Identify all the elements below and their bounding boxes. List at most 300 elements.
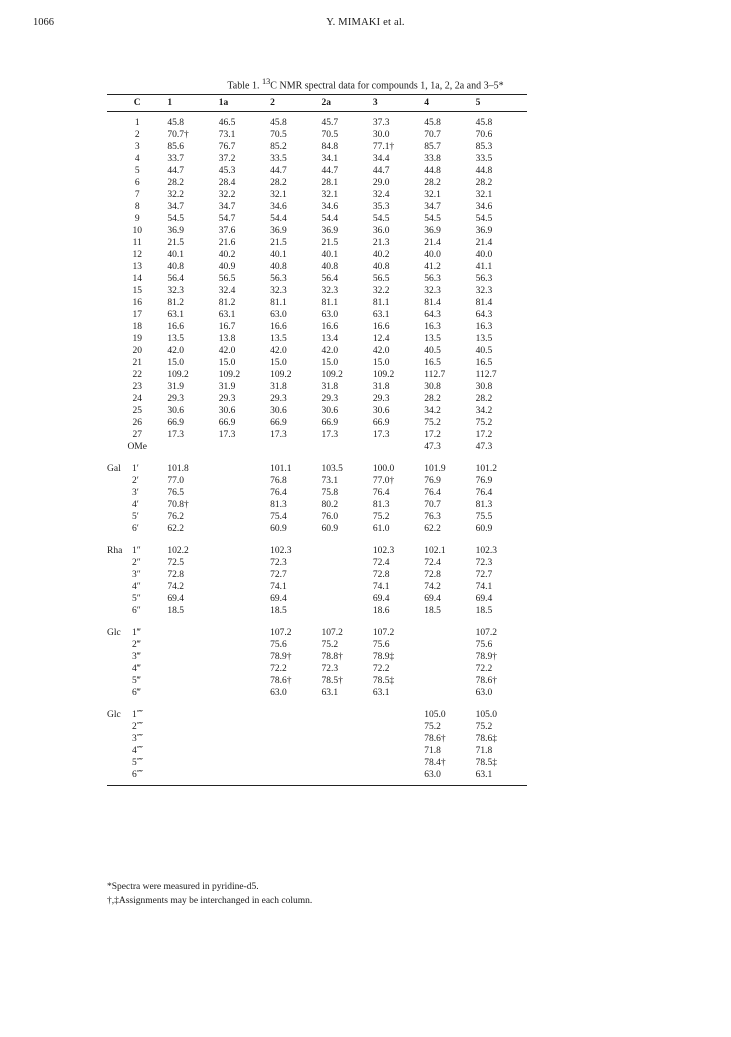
cell-value: 77.1† bbox=[372, 142, 395, 152]
cell-value bbox=[322, 557, 373, 569]
table-row bbox=[107, 441, 527, 453]
table-row bbox=[107, 381, 527, 393]
cell-value bbox=[322, 709, 373, 721]
carbon-label: 23 bbox=[132, 382, 142, 392]
cell-value: 28.2 bbox=[424, 394, 441, 404]
cell-value: 54.7 bbox=[218, 214, 236, 224]
cell-value: 76.5 bbox=[167, 488, 185, 498]
sugar-label bbox=[107, 463, 167, 475]
header-compound-4: 4 bbox=[424, 95, 475, 112]
sugar-label bbox=[107, 745, 167, 757]
cell-value: 54.4 bbox=[321, 214, 339, 224]
cell-value: 34.7 bbox=[218, 202, 236, 212]
cell-value bbox=[167, 733, 218, 745]
cell-value: 75.8 bbox=[321, 488, 339, 498]
sugar-label bbox=[107, 487, 167, 499]
caption-prefix: Table 1. bbox=[227, 80, 262, 92]
cell-value: 76.2 bbox=[167, 512, 185, 522]
cell-value bbox=[167, 651, 218, 663]
sugar-label bbox=[107, 475, 167, 487]
cell-value bbox=[167, 757, 218, 769]
carbon-label: 25 bbox=[132, 406, 142, 416]
cell-value: 85.6 bbox=[167, 142, 185, 152]
cell-value: 36.9 bbox=[321, 226, 339, 236]
sugar-position: 6⁗ bbox=[132, 770, 144, 780]
table-row bbox=[107, 499, 527, 511]
table-row bbox=[107, 273, 527, 285]
carbon-label: 2 bbox=[134, 130, 140, 140]
table-row bbox=[107, 687, 527, 699]
cell-value: 17.3 bbox=[270, 430, 287, 440]
cell-value: 76.3 bbox=[424, 512, 441, 522]
carbon-label: 15 bbox=[132, 286, 142, 296]
cell-value: 16.3 bbox=[424, 322, 441, 332]
cell-value: 69.4 bbox=[167, 594, 185, 604]
cell-value bbox=[373, 733, 424, 745]
cell-value: 33.5 bbox=[270, 154, 287, 164]
cell-value: 72.7 bbox=[270, 570, 287, 580]
cell-value: 78.5‡ bbox=[372, 676, 395, 686]
cell-value: 63.1 bbox=[218, 310, 236, 320]
sugar-label bbox=[107, 511, 167, 523]
sugar-position: 2′ bbox=[132, 476, 139, 486]
cell-value: 40.2 bbox=[218, 250, 236, 260]
cell-value: 28.4 bbox=[218, 178, 236, 188]
cell-value: 73.1 bbox=[321, 476, 339, 486]
cell-value: 63.1 bbox=[321, 688, 339, 698]
sugar-position: 3″ bbox=[132, 570, 141, 580]
cell-value bbox=[167, 709, 218, 721]
sugar-position: 3⁗ bbox=[132, 734, 144, 744]
cell-value: 18.5 bbox=[167, 606, 185, 616]
sugar-position: 4″ bbox=[132, 582, 141, 592]
cell-value: 74.1 bbox=[475, 582, 493, 592]
cell-value: 85.3 bbox=[475, 142, 493, 152]
sugar-name: Rha bbox=[107, 546, 123, 556]
table-row bbox=[107, 487, 527, 499]
table-row bbox=[107, 405, 527, 417]
cell-value: 21.3 bbox=[372, 238, 390, 248]
cell-value: 17.3 bbox=[218, 430, 236, 440]
sugar-position: 2″ bbox=[132, 558, 141, 568]
cell-value: 21.6 bbox=[218, 238, 236, 248]
carbon-label: OMe bbox=[127, 442, 147, 452]
cell-value bbox=[167, 675, 218, 687]
cell-value: 17.3 bbox=[372, 430, 390, 440]
carbon-label: 18 bbox=[132, 322, 142, 332]
cell-value: 77.0 bbox=[167, 476, 185, 486]
cell-value: 32.2 bbox=[218, 190, 236, 200]
cell-value bbox=[424, 627, 475, 639]
cell-value: 72.5 bbox=[167, 558, 185, 568]
cell-value: 37.3 bbox=[372, 118, 390, 128]
cell-value: 85.7 bbox=[424, 142, 441, 152]
sugar-label bbox=[107, 651, 167, 663]
cell-value: 30.8 bbox=[424, 382, 441, 392]
table-row bbox=[107, 333, 527, 345]
table-row bbox=[107, 557, 527, 569]
sugar-label bbox=[107, 733, 167, 745]
cell-value bbox=[322, 721, 373, 733]
cell-value: 16.6 bbox=[167, 322, 185, 332]
cell-value: 71.8 bbox=[424, 746, 441, 756]
cell-value: 15.0 bbox=[372, 358, 390, 368]
cell-value: 60.9 bbox=[475, 524, 493, 534]
carbon-label: 14 bbox=[132, 274, 142, 284]
sugar-name: Glc bbox=[107, 628, 121, 638]
cell-value: 13.5 bbox=[424, 334, 441, 344]
cell-value: 15.0 bbox=[321, 358, 339, 368]
cell-value: 15.0 bbox=[270, 358, 287, 368]
cell-value: 13.5 bbox=[270, 334, 287, 344]
cell-value: 28.2 bbox=[475, 394, 493, 404]
cell-value bbox=[219, 769, 270, 786]
cell-value bbox=[270, 709, 321, 721]
cell-value bbox=[322, 757, 373, 769]
cell-value: 44.8 bbox=[475, 166, 493, 176]
carbon-label: 7 bbox=[134, 190, 140, 200]
cell-value: 40.8 bbox=[270, 262, 287, 272]
cell-value: 76.8 bbox=[270, 476, 287, 486]
sugar-label bbox=[107, 557, 167, 569]
cell-value: 63.1 bbox=[372, 310, 390, 320]
cell-value: 69.4 bbox=[424, 594, 441, 604]
carbon-label: 10 bbox=[132, 226, 142, 236]
table-row bbox=[107, 605, 527, 617]
cell-value: 15.0 bbox=[218, 358, 236, 368]
cell-value: 42.0 bbox=[218, 346, 236, 356]
cell-value: 102.3 bbox=[270, 546, 292, 556]
cell-value: 64.3 bbox=[475, 310, 493, 320]
caption-text: C NMR spectral data for compounds 1, 1a, 2, 2a and 3–5* bbox=[270, 80, 504, 92]
cell-value: 101.2 bbox=[475, 464, 497, 474]
cell-value: 28.2 bbox=[475, 178, 493, 188]
running-head: Y. MIMAKI et al. bbox=[326, 17, 405, 28]
cell-value: 70.7 bbox=[424, 500, 441, 510]
carbon-label: 19 bbox=[132, 334, 142, 344]
carbon-label: 26 bbox=[132, 418, 142, 428]
cell-value bbox=[167, 769, 218, 786]
table-row bbox=[107, 225, 527, 237]
cell-value: 72.4 bbox=[372, 558, 390, 568]
cell-value: 21.5 bbox=[167, 238, 185, 248]
cell-value: 47.3 bbox=[424, 442, 441, 452]
table-header-row bbox=[107, 95, 527, 112]
footnote-solvent: *Spectra were measured in pyridine-d5. bbox=[107, 882, 259, 892]
cell-value: 109.2 bbox=[321, 370, 343, 380]
carbon-label: 11 bbox=[132, 238, 142, 248]
cell-value: 107.2 bbox=[270, 628, 292, 638]
cell-value: 63.1 bbox=[167, 310, 185, 320]
cell-value: 34.7 bbox=[424, 202, 441, 212]
cell-value: 40.1 bbox=[321, 250, 339, 260]
table-row bbox=[107, 757, 527, 769]
cell-value bbox=[270, 745, 321, 757]
cell-value bbox=[167, 441, 218, 453]
cell-value bbox=[167, 663, 218, 675]
table-row bbox=[107, 165, 527, 177]
cell-value bbox=[219, 441, 270, 453]
sugar-label bbox=[107, 721, 167, 733]
cell-value: 16.7 bbox=[218, 322, 236, 332]
table-row bbox=[107, 369, 527, 381]
table-row bbox=[107, 321, 527, 333]
table-caption bbox=[0, 77, 731, 91]
cell-value: 75.6 bbox=[270, 640, 287, 650]
cell-value: 100.0 bbox=[372, 464, 395, 474]
cell-value: 72.2 bbox=[475, 664, 493, 674]
cell-value: 34.6 bbox=[475, 202, 493, 212]
carbon-label: 5 bbox=[134, 166, 140, 176]
cell-value: 40.0 bbox=[424, 250, 441, 260]
sugar-position: 6′ bbox=[132, 524, 139, 534]
cell-value bbox=[424, 639, 475, 651]
spacer-cell bbox=[107, 699, 527, 709]
cell-value bbox=[373, 441, 424, 453]
cell-value: 75.2 bbox=[321, 640, 339, 650]
cell-value: 28.1 bbox=[321, 178, 339, 188]
spacer-cell bbox=[107, 617, 527, 627]
cell-value: 74.2 bbox=[167, 582, 185, 592]
cell-value bbox=[219, 627, 270, 639]
sugar-position: 4‴ bbox=[132, 664, 141, 674]
spacer-cell bbox=[107, 453, 527, 463]
table-row bbox=[107, 593, 527, 605]
cell-value: 16.6 bbox=[270, 322, 287, 332]
cell-value: 21.4 bbox=[424, 238, 441, 248]
sugar-label bbox=[107, 523, 167, 535]
cell-value: 32.3 bbox=[270, 286, 287, 296]
cell-value: 102.1 bbox=[424, 546, 446, 556]
cell-value: 81.2 bbox=[167, 298, 185, 308]
cell-value: 69.4 bbox=[475, 594, 493, 604]
cell-value: 44.8 bbox=[424, 166, 441, 176]
cell-value: 12.4 bbox=[372, 334, 390, 344]
cell-value: 32.1 bbox=[475, 190, 493, 200]
sugar-label bbox=[107, 757, 167, 769]
cell-value: 78.8† bbox=[321, 652, 343, 662]
cell-value bbox=[322, 441, 373, 453]
sugar-name: Gal bbox=[107, 464, 121, 474]
cell-value: 40.5 bbox=[424, 346, 441, 356]
cell-value: 42.0 bbox=[372, 346, 390, 356]
table-row bbox=[107, 639, 527, 651]
table-row bbox=[107, 249, 527, 261]
cell-value: 107.2 bbox=[372, 628, 395, 638]
cell-value: 74.2 bbox=[424, 582, 441, 592]
cell-value: 63.0 bbox=[270, 310, 287, 320]
table-row bbox=[107, 569, 527, 581]
cell-value bbox=[219, 487, 270, 499]
cell-value: 44.7 bbox=[167, 166, 185, 176]
cell-value: 44.7 bbox=[321, 166, 339, 176]
cell-value: 75.4 bbox=[270, 512, 287, 522]
cell-value: 72.8 bbox=[372, 570, 390, 580]
cell-value: 81.2 bbox=[218, 298, 236, 308]
cell-value: 77.0† bbox=[372, 476, 395, 486]
cell-value bbox=[219, 523, 270, 535]
cell-value: 78.5‡ bbox=[475, 758, 497, 768]
cell-value bbox=[219, 605, 270, 617]
cell-value bbox=[219, 675, 270, 687]
cell-value: 17.3 bbox=[167, 430, 185, 440]
cell-value: 70.7† bbox=[167, 130, 189, 140]
cell-value: 31.8 bbox=[321, 382, 339, 392]
cell-value: 31.8 bbox=[372, 382, 390, 392]
sugar-label bbox=[107, 581, 167, 593]
cell-value: 30.8 bbox=[475, 382, 493, 392]
sugar-label bbox=[107, 569, 167, 581]
cell-value bbox=[167, 627, 218, 639]
cell-value: 13.8 bbox=[218, 334, 236, 344]
cell-value: 54.4 bbox=[270, 214, 287, 224]
carbon-label: 1 bbox=[134, 118, 140, 128]
cell-value bbox=[167, 745, 218, 757]
cell-value: 66.9 bbox=[218, 418, 236, 428]
cell-value bbox=[219, 557, 270, 569]
table-row bbox=[107, 733, 527, 745]
cell-value: 40.5 bbox=[475, 346, 493, 356]
cell-value: 56.3 bbox=[424, 274, 441, 284]
sugar-position: 6‴ bbox=[132, 688, 141, 698]
cell-value: 30.6 bbox=[218, 406, 236, 416]
cell-value: 112.7 bbox=[475, 370, 497, 380]
cell-value: 70.8† bbox=[167, 500, 189, 510]
sugar-label bbox=[107, 627, 167, 639]
cell-value bbox=[424, 675, 475, 687]
table-row bbox=[107, 545, 527, 557]
table-row bbox=[107, 357, 527, 369]
cell-value: 29.3 bbox=[218, 394, 236, 404]
carbon-label: 9 bbox=[134, 214, 140, 224]
cell-value bbox=[219, 745, 270, 757]
cell-value: 33.5 bbox=[475, 154, 493, 164]
cell-value: 29.0 bbox=[372, 178, 390, 188]
cell-value: 37.2 bbox=[218, 154, 236, 164]
sugar-position: 1′ bbox=[132, 464, 139, 474]
group-spacer bbox=[107, 535, 527, 545]
header-compound-2a: 2a bbox=[322, 95, 373, 112]
cell-value: 81.3 bbox=[372, 500, 390, 510]
table-row bbox=[107, 429, 527, 441]
cell-value: 78.6† bbox=[270, 676, 292, 686]
carbon-label: 8 bbox=[134, 202, 140, 212]
cell-value: 34.1 bbox=[321, 154, 339, 164]
cell-value: 80.2 bbox=[321, 500, 339, 510]
sugar-position: 2⁗ bbox=[132, 722, 144, 732]
cell-value: 66.9 bbox=[270, 418, 287, 428]
cell-value: 32.4 bbox=[218, 286, 236, 296]
footnote-assignments: †,‡Assignments may be interchanged in each column. bbox=[107, 896, 313, 906]
sugar-position: 1″ bbox=[132, 546, 141, 556]
cell-value: 13.5 bbox=[475, 334, 493, 344]
cell-value: 75.2 bbox=[475, 418, 493, 428]
cell-value: 76.0 bbox=[321, 512, 339, 522]
sugar-position: 4′ bbox=[132, 500, 139, 510]
cell-value: 56.5 bbox=[218, 274, 236, 284]
cell-value: 18.5 bbox=[424, 606, 441, 616]
cell-value: 76.7 bbox=[218, 142, 236, 152]
table-row bbox=[107, 189, 527, 201]
cell-value bbox=[373, 721, 424, 733]
cell-value: 81.1 bbox=[321, 298, 339, 308]
cell-value bbox=[424, 687, 475, 699]
cell-value: 40.2 bbox=[372, 250, 390, 260]
cell-value bbox=[167, 721, 218, 733]
cell-value: 102.3 bbox=[475, 546, 497, 556]
cell-value: 41.2 bbox=[424, 262, 441, 272]
cell-value bbox=[219, 687, 270, 699]
cell-value: 18.6 bbox=[372, 606, 390, 616]
sugar-position: 3‴ bbox=[132, 652, 141, 662]
table-row bbox=[107, 769, 527, 786]
cell-value: 66.9 bbox=[167, 418, 185, 428]
cell-value: 40.9 bbox=[218, 262, 236, 272]
table-row bbox=[107, 129, 527, 141]
cell-value: 36.9 bbox=[424, 226, 441, 236]
cell-value: 76.4 bbox=[372, 488, 390, 498]
sugar-position: 2‴ bbox=[132, 640, 141, 650]
table-row bbox=[107, 663, 527, 675]
cell-value: 45.7 bbox=[321, 118, 339, 128]
cell-value: 56.3 bbox=[475, 274, 493, 284]
cell-value: 32.1 bbox=[270, 190, 287, 200]
cell-value bbox=[270, 757, 321, 769]
cell-value: 33.8 bbox=[424, 154, 441, 164]
cell-value bbox=[167, 639, 218, 651]
cell-value: 17.3 bbox=[321, 430, 339, 440]
cell-value: 56.3 bbox=[270, 274, 287, 284]
header-carbon: C bbox=[107, 95, 167, 112]
cell-value: 31.9 bbox=[167, 382, 185, 392]
cell-value: 40.8 bbox=[321, 262, 339, 272]
cell-value: 54.5 bbox=[424, 214, 441, 224]
table-row bbox=[107, 153, 527, 165]
cell-value: 32.3 bbox=[424, 286, 441, 296]
cell-value bbox=[219, 733, 270, 745]
cell-value bbox=[219, 709, 270, 721]
cell-value: 36.0 bbox=[372, 226, 390, 236]
cell-value: 36.9 bbox=[475, 226, 493, 236]
cell-value: 75.2 bbox=[424, 418, 441, 428]
table-row bbox=[107, 721, 527, 733]
table-row bbox=[107, 285, 527, 297]
cell-value: 102.3 bbox=[372, 546, 395, 556]
cell-value: 73.1 bbox=[218, 130, 236, 140]
group-spacer bbox=[107, 617, 527, 627]
sugar-label bbox=[107, 605, 167, 617]
cell-value bbox=[270, 441, 321, 453]
cell-value: 32.2 bbox=[372, 286, 390, 296]
cell-value: 18.5 bbox=[270, 606, 287, 616]
sugar-position: 5′ bbox=[132, 512, 139, 522]
cell-value: 29.3 bbox=[167, 394, 185, 404]
cell-value: 34.2 bbox=[424, 406, 441, 416]
sugar-position: 5⁗ bbox=[132, 758, 144, 768]
group-spacer bbox=[107, 699, 527, 709]
cell-value: 103.5 bbox=[321, 464, 343, 474]
cell-value: 34.6 bbox=[321, 202, 339, 212]
carbon-label: 13 bbox=[132, 262, 142, 272]
cell-value: 81.1 bbox=[270, 298, 287, 308]
cell-value: 74.1 bbox=[270, 582, 287, 592]
sugar-position: 1‴ bbox=[132, 628, 141, 638]
cell-value: 31.9 bbox=[218, 382, 236, 392]
sugar-position: 6″ bbox=[132, 606, 141, 616]
header-compound-1a: 1a bbox=[219, 95, 270, 112]
cell-value: 101.1 bbox=[270, 464, 292, 474]
cell-value bbox=[219, 757, 270, 769]
